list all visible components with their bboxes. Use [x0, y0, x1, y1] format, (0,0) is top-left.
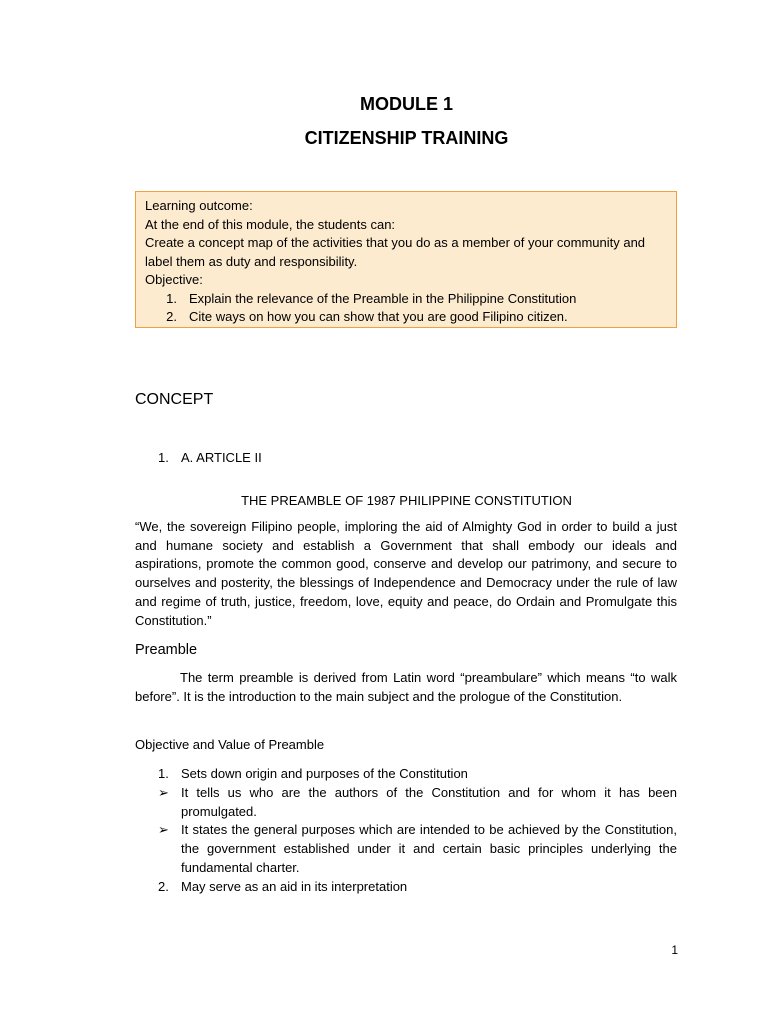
objective-item [145, 308, 667, 327]
objective-label: Objective: [145, 272, 203, 287]
learning-outcome-box [135, 191, 677, 328]
list-item [158, 878, 677, 897]
objective-text: Cite ways on how you can show that you are good Filipino citizen. [189, 309, 568, 324]
arrow-bullet-icon: ➢ [158, 784, 169, 800]
list-item [158, 784, 677, 822]
learning-outcome-intro: At the end of this module, the students can: [145, 216, 396, 232]
article-label: A. ARTICLE II [181, 450, 262, 465]
article-number: 1. [158, 450, 169, 465]
preamble-definition: The term preamble is derived from Latin word “preambulare” which means “to walk before”. It is the introduction to the main subject and the prologue of the Constitution. [135, 670, 677, 704]
preamble-quote: “We, the sovereign Filipino people, imploring the aid of Almighty God in order to build a just and humane society and establish a Government that shall embody our ideals and aspirations, promote the common good, conserve and develop our patrimony, and secure to ourselves and posterity, the blessings of Independence and Democracy under the rule of law and regime of truth, justice, freedom, love, equity and peace, do Ordain and Promulgate this Constitution.” [135, 519, 677, 628]
objective-text: Explain the relevance of the Preamble in the Philippine Constitution [189, 290, 577, 306]
module-number: MODULE 1 [359, 94, 453, 114]
list-text: Sets down origin and purposes of the Constitution [181, 766, 468, 781]
objective-item [145, 290, 667, 309]
preamble-heading: Preamble [135, 642, 198, 658]
objective-number: 2. [166, 309, 177, 324]
module-title: CITIZENSHIP TRAINING [304, 128, 509, 148]
arrow-bullet-icon: ➢ [158, 822, 169, 838]
objective-value-heading: Objective and Value of Preamble [135, 737, 325, 752]
concept-heading: CONCEPT [135, 391, 214, 408]
list-marker: 2. [158, 878, 169, 894]
objective-value-list [158, 765, 677, 897]
objective-number: 1. [166, 290, 177, 306]
list-text: May serve as an aid in its interpretation [181, 878, 408, 894]
page-number: 1 [671, 943, 678, 957]
list-text: It states the general purposes which are intended to be achieved by the Constitution, the government established under it and certain basic principles underlying the fundamental charter. [181, 822, 677, 875]
preamble-title: THE PREAMBLE OF 1987 PHILIPPINE CONSTITUTION [241, 493, 572, 508]
list-marker: 1. [158, 766, 169, 781]
article-heading [158, 450, 262, 465]
learning-outcome-text: Create a concept map of the activities that you do as a member of your community and label them as duty and responsibility. [145, 235, 646, 269]
learning-outcome-label: Learning outcome: [145, 198, 253, 213]
list-text: It tells us who are the authors of the Constitution and for whom it has been promulgated. [181, 784, 677, 819]
list-item [158, 821, 677, 877]
list-item [158, 765, 677, 784]
